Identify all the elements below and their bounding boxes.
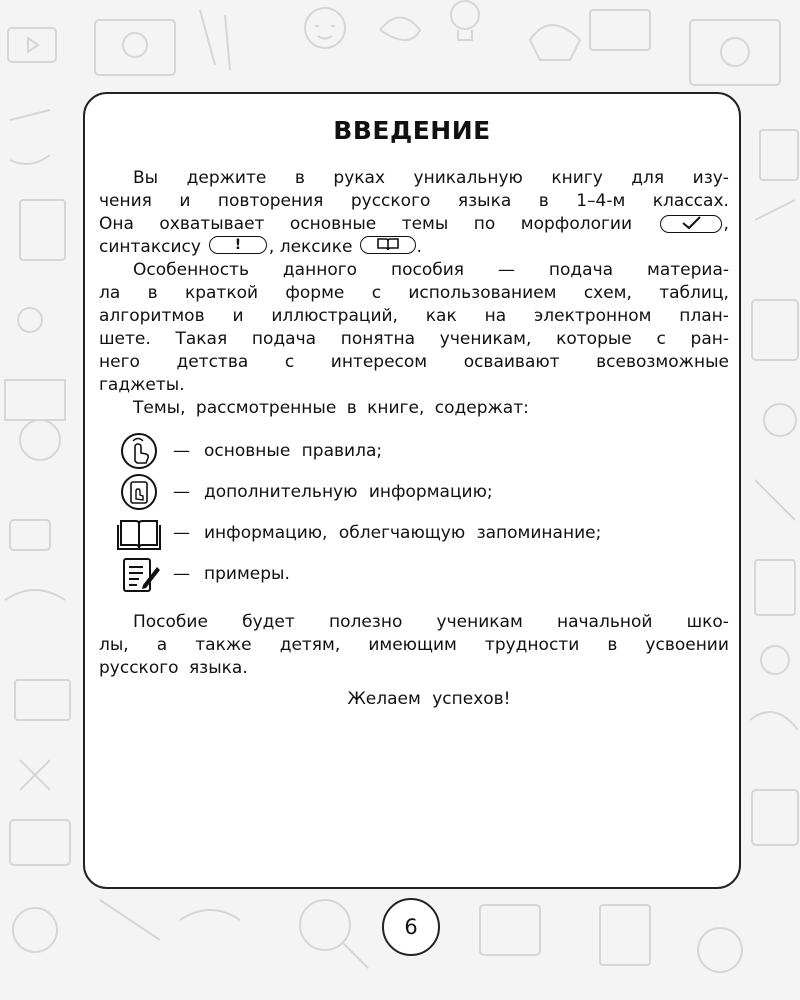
word: в [607, 635, 618, 655]
word: Особенность [133, 260, 249, 280]
word: чения [99, 191, 152, 211]
word: осваивают [463, 352, 560, 372]
word: также [195, 635, 252, 655]
text-line [99, 259, 729, 282]
word: морфологии [520, 214, 633, 234]
word: Пособие [133, 612, 208, 632]
word: детства [176, 352, 249, 372]
text-line [99, 611, 729, 634]
word: Вы [133, 168, 159, 188]
page-title: ВВЕДЕНИЕ [333, 116, 491, 145]
word: таблиц, [659, 283, 729, 303]
word: схем, [583, 283, 632, 303]
word: подача [251, 329, 317, 349]
word: темы [401, 214, 449, 234]
open-book-icon [117, 513, 161, 553]
legend-item-rules: — основные правила; [117, 431, 382, 471]
text-line [99, 213, 729, 236]
paragraph-usefulness [99, 611, 729, 680]
word: книгу [551, 168, 603, 188]
word: основные [289, 214, 377, 234]
word: Она [99, 214, 134, 234]
text-line [99, 167, 729, 190]
text-line [99, 634, 729, 657]
legend-item-memory: — информацию, облегчающую запоминание; [117, 513, 601, 553]
word: использованием [408, 283, 557, 303]
word: держите [186, 168, 267, 188]
word: охватывает [159, 214, 265, 234]
word: детям, [279, 635, 341, 655]
word: полезно [328, 612, 403, 632]
word: ученикам, [439, 329, 532, 349]
word: начальной [556, 612, 653, 632]
check-icon [660, 215, 722, 233]
word: усвоении [645, 635, 729, 655]
word: ран- [690, 329, 729, 349]
word: в [147, 283, 158, 303]
legend-item-examples: — примеры. [117, 554, 290, 594]
closing-wish: Желаем успехов! [347, 689, 511, 709]
book-icon [360, 236, 416, 254]
word: иллюстраций, [271, 306, 398, 326]
word: шете. [99, 329, 151, 349]
word: в [538, 191, 549, 211]
word: него [99, 352, 140, 372]
word: понятна [340, 329, 416, 349]
intro-card [83, 92, 741, 889]
exclamation-icon: ! [209, 236, 267, 254]
touch-hand-icon [117, 431, 161, 471]
topics-intro: Темы, рассмотренные в книге, содержат: [133, 398, 529, 418]
word: всевозможные [596, 352, 729, 372]
word: а [156, 635, 168, 655]
word: данного [282, 260, 358, 280]
word: уникальную [413, 168, 523, 188]
word: пособия [391, 260, 465, 280]
text-line [99, 190, 729, 213]
word: подача [548, 260, 614, 280]
word: имеющим [368, 635, 457, 655]
word: на [484, 306, 507, 326]
word: — [497, 260, 515, 280]
notepad-pencil-icon [117, 554, 161, 594]
text-line [99, 374, 729, 397]
text-line [99, 328, 729, 351]
word: и [232, 306, 244, 326]
legend-item-extra: — дополнительную информацию; [117, 472, 493, 512]
word: классах. [652, 191, 729, 211]
word: Такая [175, 329, 228, 349]
word: форме [285, 283, 345, 303]
word: как [425, 306, 457, 326]
word: по [473, 214, 496, 234]
word: интересом [330, 352, 428, 372]
text-line [99, 351, 729, 374]
morphology-marker: , [658, 213, 729, 236]
word: языка [457, 191, 512, 211]
word: ла [99, 283, 121, 303]
text-line [99, 305, 729, 328]
word: гаджеты. [99, 375, 185, 395]
word: повторения [217, 191, 324, 211]
text-line: русского языка. [99, 658, 248, 678]
word: и [179, 191, 191, 211]
word: с [284, 352, 295, 372]
word: будет [242, 612, 295, 632]
word: которые [556, 329, 632, 349]
word: алгоритмов [99, 306, 205, 326]
paragraph-intro [99, 167, 729, 420]
page-number: 6 [382, 898, 440, 956]
word: электронном [533, 306, 652, 326]
word: трудности [484, 635, 580, 655]
word: изу- [692, 168, 729, 188]
word: материа- [647, 260, 729, 280]
word: 1–4-м [576, 191, 626, 211]
word: шко- [686, 612, 729, 632]
text-line [99, 282, 729, 305]
text-line: синтаксису ! , лексике . [99, 237, 422, 257]
word: русского [350, 191, 431, 211]
word: для [631, 168, 665, 188]
word: с [656, 329, 666, 349]
tablet-hand-icon [117, 472, 161, 512]
word: краткой [184, 283, 259, 303]
word: лы, [99, 635, 129, 655]
word: ученикам [436, 612, 523, 632]
word: с [371, 283, 382, 303]
word: в [294, 168, 305, 188]
word: , лексике [268, 237, 353, 257]
word: план- [679, 306, 729, 326]
word: синтаксису [99, 237, 201, 257]
word: руках [333, 168, 386, 188]
